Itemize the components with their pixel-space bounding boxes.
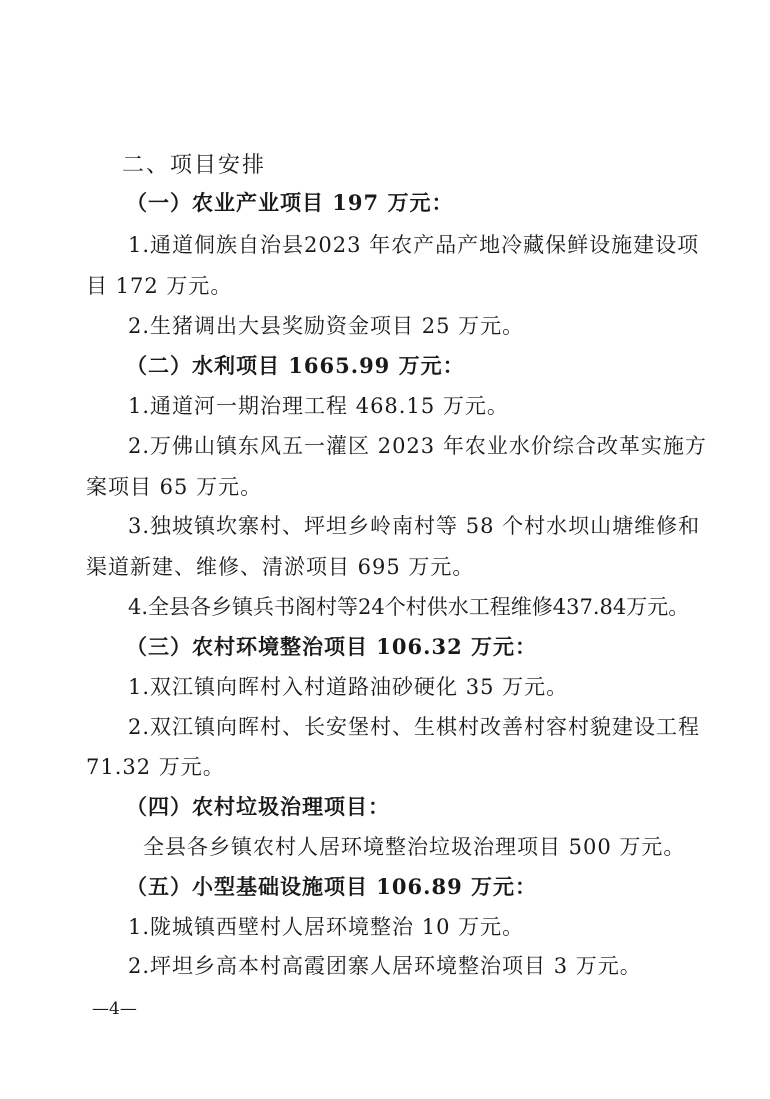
paragraph-line: 案项目 65 万元。 (86, 475, 263, 499)
subheading-garbage: （四）农村垃圾治理项目： (126, 794, 390, 819)
subheading-infrastructure: （五）小型基础设施项目 106.89 万元： (126, 874, 537, 899)
paragraph-line: 3.独坡镇坎寨村、坪坦乡岭南村等 58 个村水坝山塘维修和 (128, 514, 701, 538)
paragraph-line: 1.双江镇向晖村入村道路油砂硬化 35 万元。 (128, 675, 569, 699)
paragraph-line: 71.32 万元。 (86, 755, 225, 779)
paragraph-line: 渠道新建、维修、清淤项目 695 万元。 (86, 555, 475, 579)
paragraph-line: 4.全县各乡镇兵书阁村等24个村供水工程维修437.84万元。 (128, 595, 690, 619)
subheading-environment: （三）农村环境整治项目 106.32 万元： (126, 634, 537, 659)
paragraph-line: 2.万佛山镇东风五一灌区 2023 年农业水价综合改革实施方 (128, 434, 707, 458)
paragraph-line: 目 172 万元。 (86, 274, 233, 298)
subheading-water: （二）水利项目 1665.99 万元： (126, 353, 465, 378)
paragraph-line: 1.通道河一期治理工程 468.15 万元。 (128, 394, 509, 418)
paragraph-line: 2.双江镇向晖村、长安堡村、生棋村改善村容村貌建设工程 (128, 715, 701, 739)
section-title: 二、项目安排 (122, 153, 267, 178)
paragraph-line: 1.陇城镇西壁村人居环境整治 10 万元。 (128, 915, 525, 939)
subheading-agriculture: （一）农业产业项目 197 万元： (126, 190, 454, 215)
paragraph-line: 2.坪坦乡高本村高霞团寨人居环境整治项目 3 万元。 (128, 954, 642, 978)
paragraph-line: 1.通道侗族自治县2023 年农产品产地冷藏保鲜设施建设项 (128, 233, 700, 257)
page-number: —4— (92, 999, 137, 1019)
paragraph-line: 2.生猪调出大县奖励资金项目 25 万元。 (128, 314, 525, 338)
paragraph-line: 全县各乡镇农村人居环境整治垃圾治理项目 500 万元。 (143, 835, 686, 859)
